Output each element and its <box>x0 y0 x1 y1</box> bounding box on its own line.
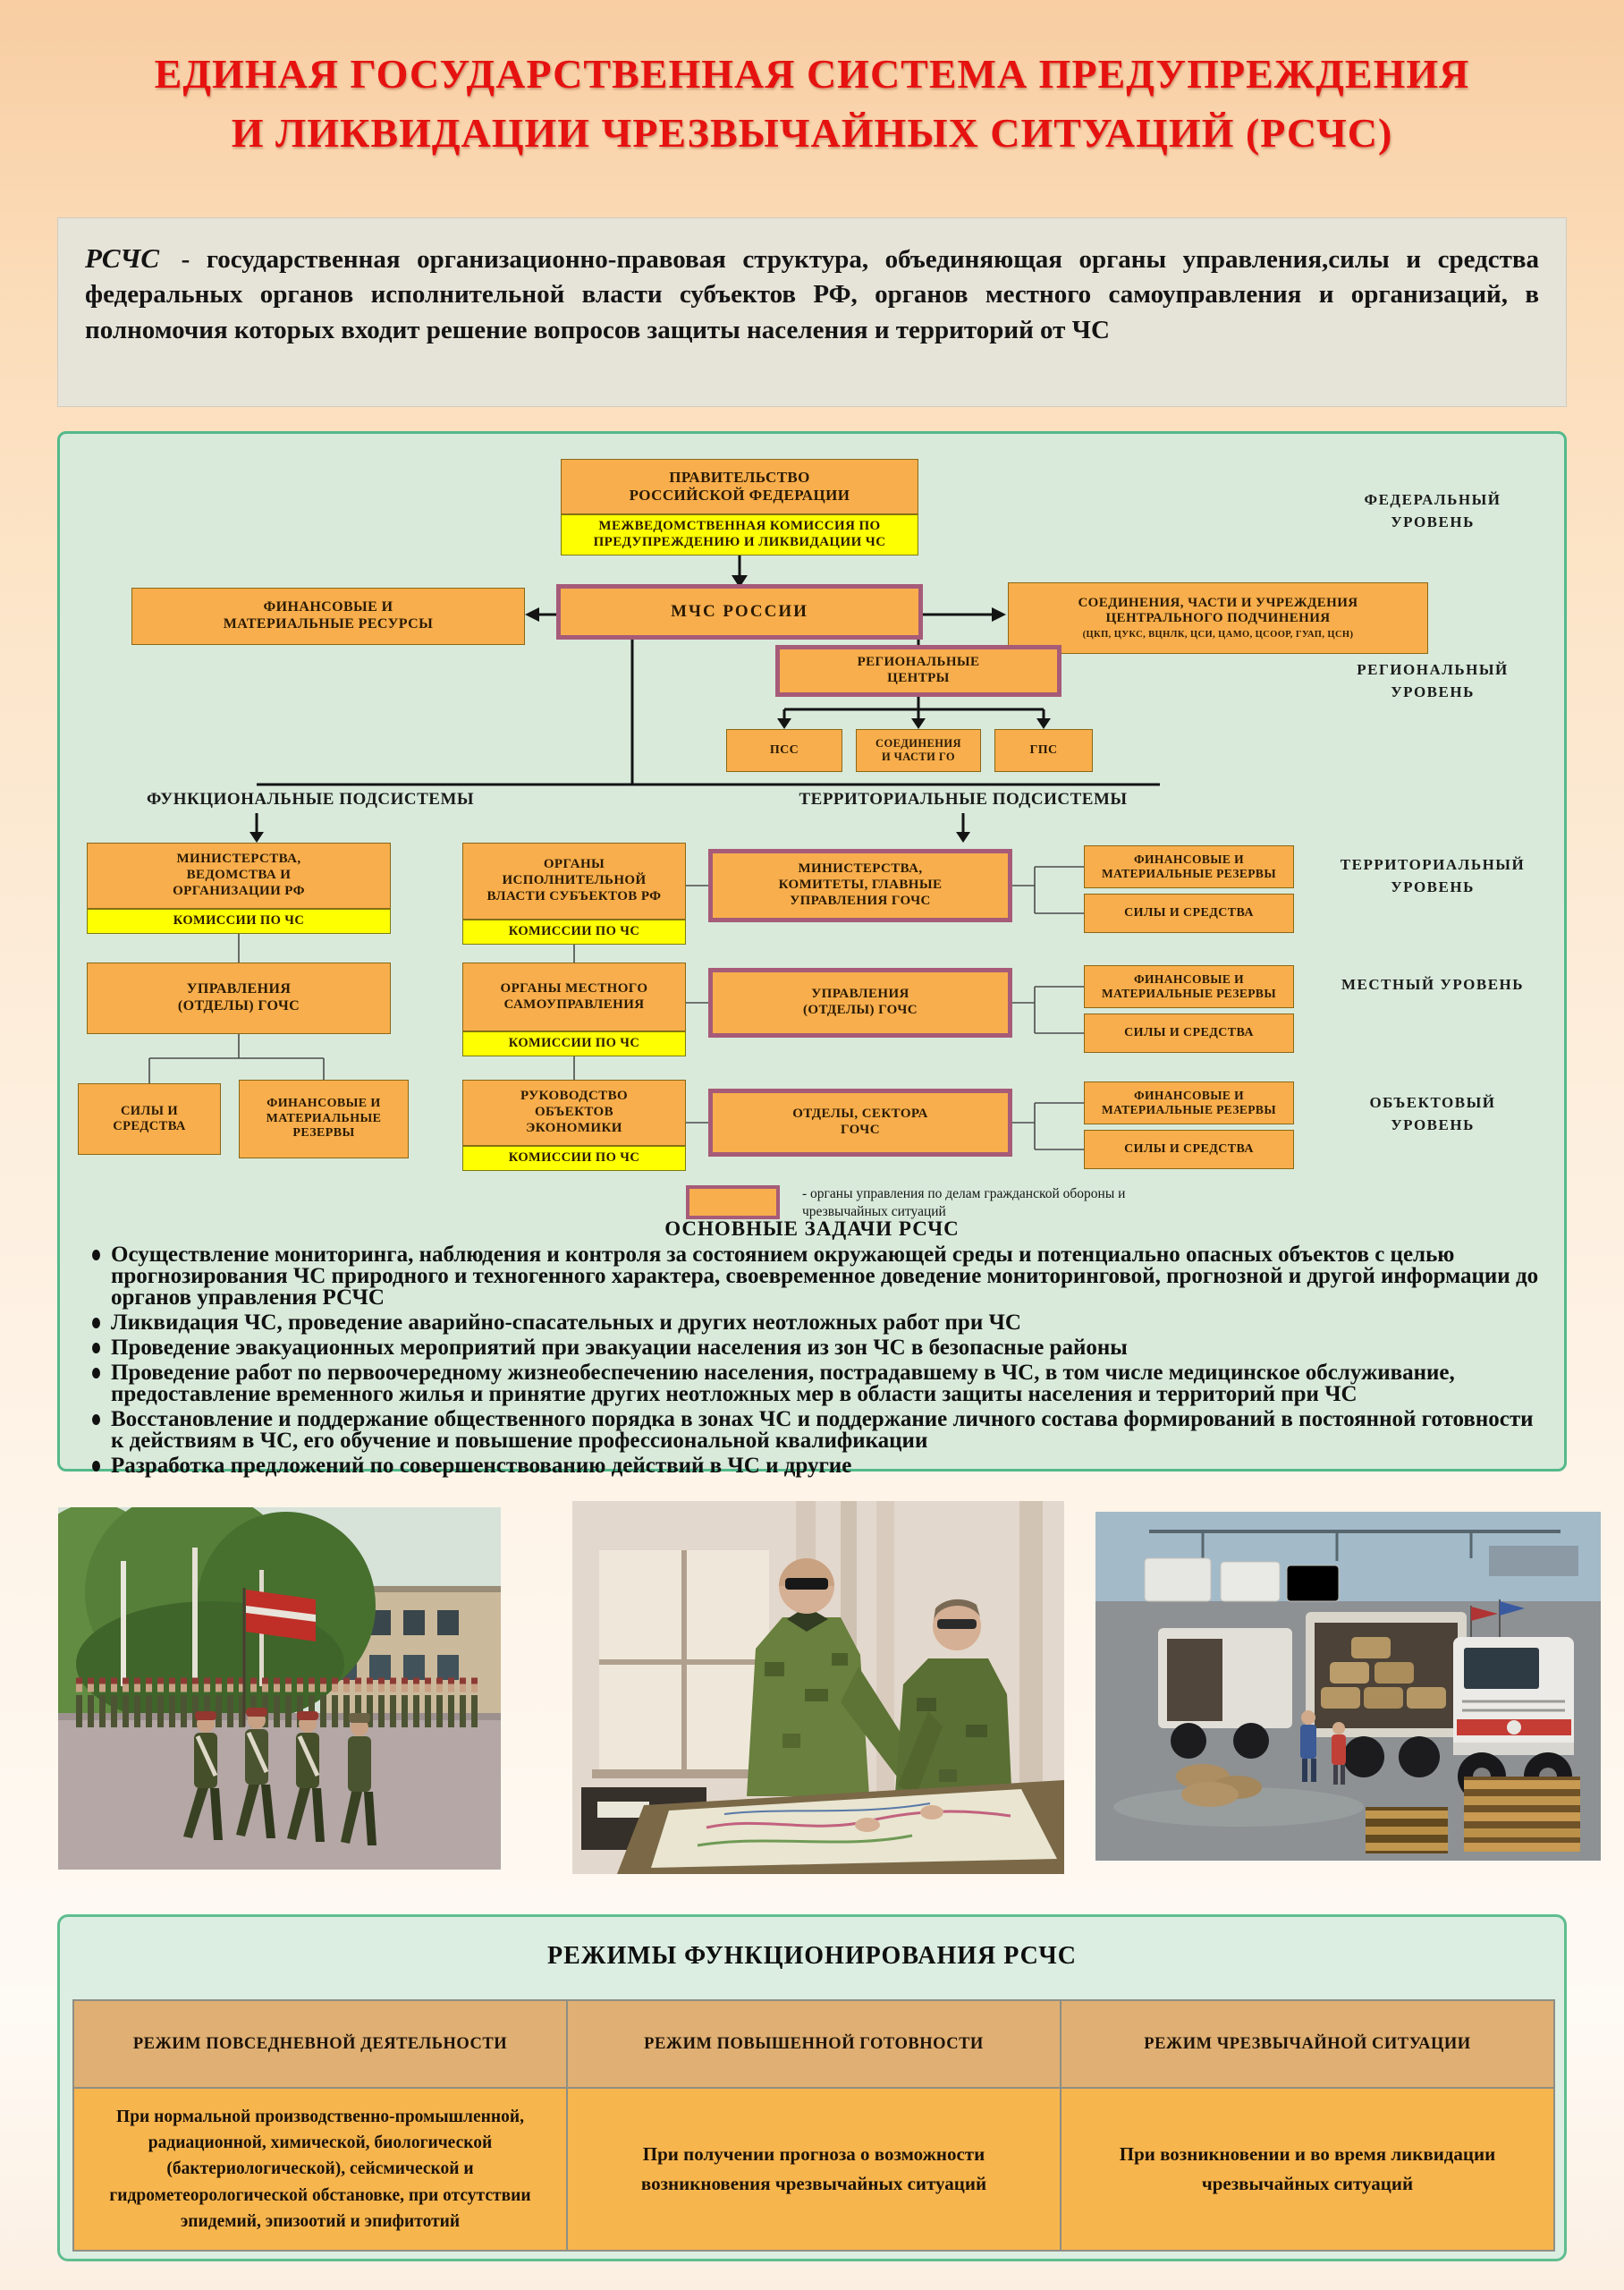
task-item <box>87 1409 1543 1452</box>
modes-body-daily: При нормальной производственно-промышленной, радиационной, химической, биологической (бактериологической), сейсмической и гидрометеорологической обстановке, при отсутствии эпидемий, эпизоотий и эпифитотий <box>74 2089 566 2250</box>
photo-aid-trucks-illustration <box>1095 1512 1601 1861</box>
node-reserves-object: ФИНАНСОВЫЕ И МАТЕРИАЛЬНЫЕ РЕЗЕРВЫ <box>1084 1081 1294 1124</box>
task-text: Проведение эвакуационных мероприятий при эвакуации населения из зон ЧС в безопасные районы <box>111 1336 1128 1360</box>
tasks-list <box>87 1244 1543 1480</box>
level-label-federal: ФЕДЕРАЛЬНЫЙ УРОВЕНЬ <box>1364 491 1501 530</box>
node-financial-resources: ФИНАНСОВЫЕ И МАТЕРИАЛЬНЫЕ РЕСУРСЫ <box>131 588 525 645</box>
node-forces-local: СИЛЫ И СРЕДСТВА <box>1084 1014 1294 1053</box>
photo-aid-trucks <box>1095 1512 1601 1861</box>
photo-officers-with-map-illustration <box>572 1501 1064 1874</box>
bullet-icon <box>92 1414 100 1425</box>
photo-military-parade <box>58 1507 501 1870</box>
photo-officers-with-map <box>572 1501 1064 1874</box>
task-item <box>87 1362 1543 1405</box>
node-reserves-functional: ФИНАНСОВЫЕ И МАТЕРИАЛЬНЫЕ РЕЗЕРВЫ <box>239 1080 409 1158</box>
node-economy-facilities: РУКОВОДСТВО ОБЪЕКТОВ ЭКОНОМИКИ <box>462 1080 686 1146</box>
task-item <box>87 1312 1543 1334</box>
level-label-local: МЕСТНЫЙ УРОВЕНЬ <box>1341 976 1524 993</box>
node-ministries-committees-gochs: МИНИСТЕРСТВА, КОМИТЕТЫ, ГЛАВНЫЕ УПРАВЛЕНИЯ ГОЧС <box>708 849 1012 922</box>
legend-text: - органы управления по делам гражданской обороны и чрезвычайных ситуаций <box>802 1186 1126 1220</box>
node-gps: ГПС <box>994 729 1093 772</box>
bullet-icon <box>92 1250 100 1260</box>
node-go-units: СОЕДИНЕНИЯ И ЧАСТИ ГО <box>856 729 981 772</box>
level-label-object: ОБЪЕКТОВЫЙ УРОВЕНЬ <box>1369 1094 1496 1133</box>
node-forces-functional: СИЛЫ И СРЕДСТВА <box>78 1083 221 1155</box>
modes-body-readiness: При получении прогноза о возможности возникновения чрезвычайных ситуаций <box>568 2089 1060 2250</box>
modes-header-daily: РЕЖИМ ПОВСЕДНЕВНОЙ ДЕЯТЕЛЬНОСТИ <box>74 2001 566 2087</box>
page-title <box>0 45 1624 163</box>
modes-body-emergency: При возникновении и во время ликвидации чрезвычайных ситуаций <box>1062 2089 1553 2250</box>
node-commissions-local: КОМИССИИ ПО ЧС <box>462 1031 686 1056</box>
definition-block <box>57 217 1567 407</box>
node-forces-object: СИЛЫ И СРЕДСТВА <box>1084 1130 1294 1169</box>
definition-text: - государственная организационно-правовая структура, объединяющая органы управления,силы и средства федеральных органов исполнительной власти субъектов РФ, органов местного самоуправления и организаций, в полномочия которых входит решение вопросов защиты населения и территорий от ЧС <box>85 245 1540 344</box>
label-territorial-subsystems: ТЕРРИТОРИАЛЬНЫЕ ПОДСИСТЕМЫ <box>799 790 1128 809</box>
modes-heading: РЕЖИМЫ ФУНКЦИОНИРОВАНИЯ РСЧС <box>547 1942 1077 1970</box>
node-central-units-title: СОЕДИНЕНИЯ, ЧАСТИ И УЧРЕЖДЕНИЯ ЦЕНТРАЛЬНОГО ПОДЧИНЕНИЯ <box>1078 595 1358 626</box>
modes-table <box>72 1999 1555 2252</box>
task-item <box>87 1244 1543 1309</box>
modes-panel <box>57 1914 1567 2261</box>
org-chart-panel <box>57 431 1567 1478</box>
task-text: Проведение работ по первоочередному жизнеобеспечению населения, пострадавшему в ЧС, в том числе медицинское обслуживание, предоставление временного жилья и принятие других неотложных мер в области защиты населения и территорий при ЧС <box>111 1361 1455 1406</box>
node-executive-bodies: ОРГАНЫ ИСПОЛНИТЕЛЬНОЙ ВЛАСТИ СУБЪЕКТОВ РФ <box>462 843 686 920</box>
modes-header-readiness: РЕЖИМ ПОВЫШЕННОЙ ГОТОВНОСТИ <box>568 2001 1060 2087</box>
level-label-territorial: ТЕРРИТОРИАЛЬНЫЙ УРОВЕНЬ <box>1340 856 1526 895</box>
node-interagency-commission: МЕЖВЕДОМСТВЕННАЯ КОМИССИЯ ПО ПРЕДУПРЕЖДЕНИЮ И ЛИКВИДАЦИИ ЧС <box>561 514 918 556</box>
node-regional-centers: РЕГИОНАЛЬНЫЕ ЦЕНТРЫ <box>775 645 1062 697</box>
node-departments-gochs-local: УПРАВЛЕНИЯ (ОТДЕЛЫ) ГОЧС <box>708 968 1012 1038</box>
task-text: Разработка предложений по совершенствованию действий в ЧС и другие <box>111 1454 852 1478</box>
tasks-heading: ОСНОВНЫЕ ЗАДАЧИ РСЧС <box>664 1217 960 1240</box>
node-departments-sectors-gochs: ОТДЕЛЫ, СЕКТОРА ГОЧС <box>708 1089 1012 1157</box>
node-emercom: МЧС РОССИИ <box>556 584 923 640</box>
task-text: Ликвидация ЧС, проведение аварийно-спасательных и других неотложных работ при ЧС <box>111 1310 1021 1335</box>
page-title-line2: И ЛИКВИДАЦИИ ЧРЕЗВЫЧАЙНЫХ СИТУАЦИЙ (РСЧС) <box>231 110 1393 156</box>
node-commissions-ministries: КОМИССИИ ПО ЧС <box>87 909 391 934</box>
bullet-icon <box>92 1368 100 1378</box>
level-label-regional: РЕГИОНАЛЬНЫЙ УРОВЕНЬ <box>1357 661 1509 700</box>
task-text: Осуществление мониторинга, наблюдения и контроля за состоянием окружающей среды и потенциально опасных объектов с целью прогнозирования ЧС природного и техногенного характера, своевременное доведение мониторинговой, прогнозной и другой информации до органов управления РСЧС <box>111 1243 1539 1310</box>
bullet-icon <box>92 1343 100 1353</box>
page-title-line1: ЕДИНАЯ ГОСУДАРСТВЕННАЯ СИСТЕМА ПРЕДУПРЕЖДЕНИЯ <box>154 51 1470 97</box>
task-text: Восстановление и поддержание общественного порядка в зонах ЧС и поддержание личного состава формирований в постоянной готовности к действиям в ЧС, его обучение и повышение профессиональной квалификации <box>111 1407 1534 1453</box>
node-central-units <box>1008 582 1428 654</box>
photo-military-parade-illustration <box>58 1507 501 1870</box>
node-departments-gochs-federal: УПРАВЛЕНИЯ (ОТДЕЛЫ) ГОЧС <box>87 963 391 1034</box>
legend-swatch-gochs <box>686 1185 780 1219</box>
node-government: ПРАВИТЕЛЬСТВО РОССИЙСКОЙ ФЕДЕРАЦИИ <box>561 459 918 514</box>
node-ministries: МИНИСТЕРСТВА, ВЕДОМСТВА И ОРГАНИЗАЦИИ РФ <box>87 843 391 909</box>
node-reserves-local: ФИНАНСОВЫЕ И МАТЕРИАЛЬНЫЕ РЕЗЕРВЫ <box>1084 965 1294 1008</box>
node-commissions-executive: КОМИССИИ ПО ЧС <box>462 920 686 945</box>
bullet-icon <box>92 1318 100 1328</box>
modes-header-emergency: РЕЖИМ ЧРЕЗВЫЧАЙНОЙ СИТУАЦИИ <box>1062 2001 1553 2087</box>
node-forces-territorial: СИЛЫ И СРЕДСТВА <box>1084 894 1294 933</box>
label-functional-subsystems: ФУНКЦИОНАЛЬНЫЕ ПОДСИСТЕМЫ <box>146 790 475 809</box>
node-central-units-abbr: (ЦКП, ЦУКС, ВЦНЛК, ЦСИ, ЦАМО, ЦСООР, ГУАП, ЦСН) <box>1082 630 1354 640</box>
node-commissions-facilities: КОМИССИИ ПО ЧС <box>462 1146 686 1171</box>
task-item <box>87 1337 1543 1359</box>
definition-term: РСЧС <box>85 242 160 274</box>
task-item <box>87 1455 1543 1477</box>
node-pss: ПСС <box>726 729 842 772</box>
bullet-icon <box>92 1461 100 1472</box>
node-local-self-government: ОРГАНЫ МЕСТНОГО САМОУПРАВЛЕНИЯ <box>462 963 686 1031</box>
node-reserves-territorial: ФИНАНСОВЫЕ И МАТЕРИАЛЬНЫЕ РЕЗЕРВЫ <box>1084 845 1294 888</box>
